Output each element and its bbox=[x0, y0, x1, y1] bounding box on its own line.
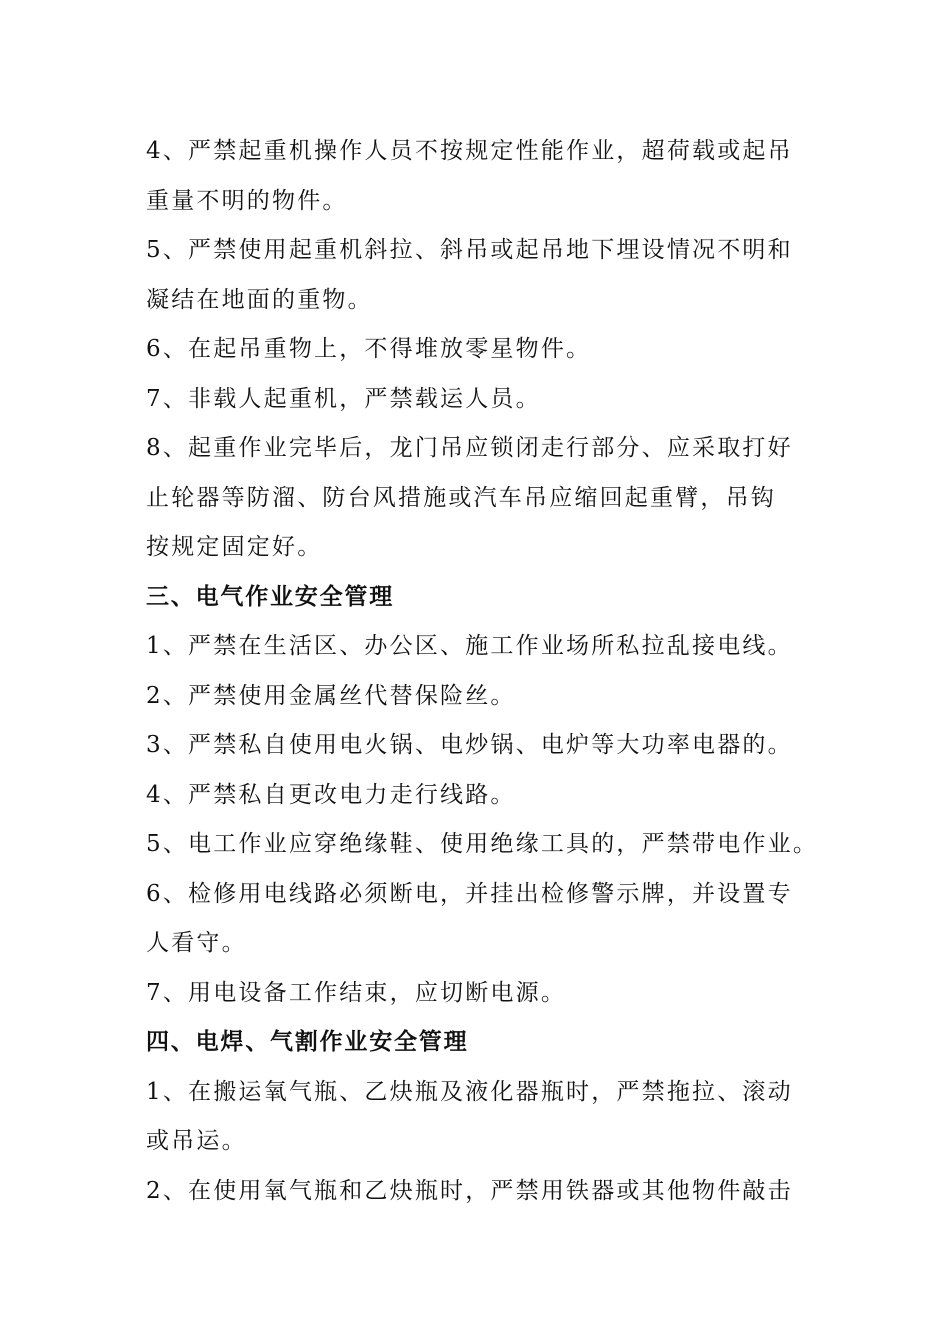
text-line: 按规定固定好。 bbox=[146, 534, 323, 560]
text-line: 6、检修用电线路必须断电，并挂出检修警示牌，并设置专 bbox=[146, 880, 793, 907]
text-line: 或吊运。 bbox=[146, 1128, 247, 1154]
document-body bbox=[146, 127, 819, 1216]
section-heading-welding: 四、电焊、气割作业安全管理 bbox=[146, 1029, 469, 1055]
text-line: 凝结在地面的重物。 bbox=[146, 286, 373, 313]
text-line: 5、严禁使用起重机斜拉、斜吊或起吊地下埋设情况不明和 bbox=[146, 237, 793, 263]
text-line: 2、严禁使用金属丝代替保险丝。 bbox=[146, 682, 516, 709]
text-line: 止轮器等防溜、防台风措施或汽车吊应缩回起重臂，吊钩 bbox=[146, 484, 776, 511]
text-line: 3、严禁私自使用电火锅、电炒锅、电炉等大功率电器的。 bbox=[146, 732, 793, 758]
text-line: 6、在起吊重物上，不得堆放零星物件。 bbox=[146, 336, 592, 362]
text-line: 5、电工作业应穿绝缘鞋、使用绝缘工具的，严禁带电作业。 bbox=[146, 831, 819, 857]
text-line: 1、在搬运氧气瓶、乙炔瓶及液化器瓶时，严禁拖拉、滚动 bbox=[146, 1078, 793, 1105]
text-line: 人看守。 bbox=[146, 930, 247, 956]
text-line: 2、在使用氧气瓶和乙炔瓶时，严禁用铁器或其他物件敲击 bbox=[146, 1177, 793, 1204]
text-line: 7、非载人起重机，严禁载运人员。 bbox=[146, 385, 541, 412]
text-line: 4、严禁私自更改电力走行线路。 bbox=[146, 781, 516, 808]
text-line: 7、用电设备工作结束，应切断电源。 bbox=[146, 979, 567, 1006]
text-line: 重量不明的物件。 bbox=[146, 187, 348, 214]
section-heading-electrical: 三、电气作业安全管理 bbox=[146, 583, 394, 610]
text-line: 8、起重作业完毕后，龙门吊应锁闭走行部分、应采取打好 bbox=[146, 435, 793, 461]
text-line: 1、严禁在生活区、办公区、施工作业场所私拉乱接电线。 bbox=[146, 633, 793, 659]
text-line: 4、严禁起重机操作人员不按规定性能作业，超荷载或起吊 bbox=[146, 138, 793, 164]
